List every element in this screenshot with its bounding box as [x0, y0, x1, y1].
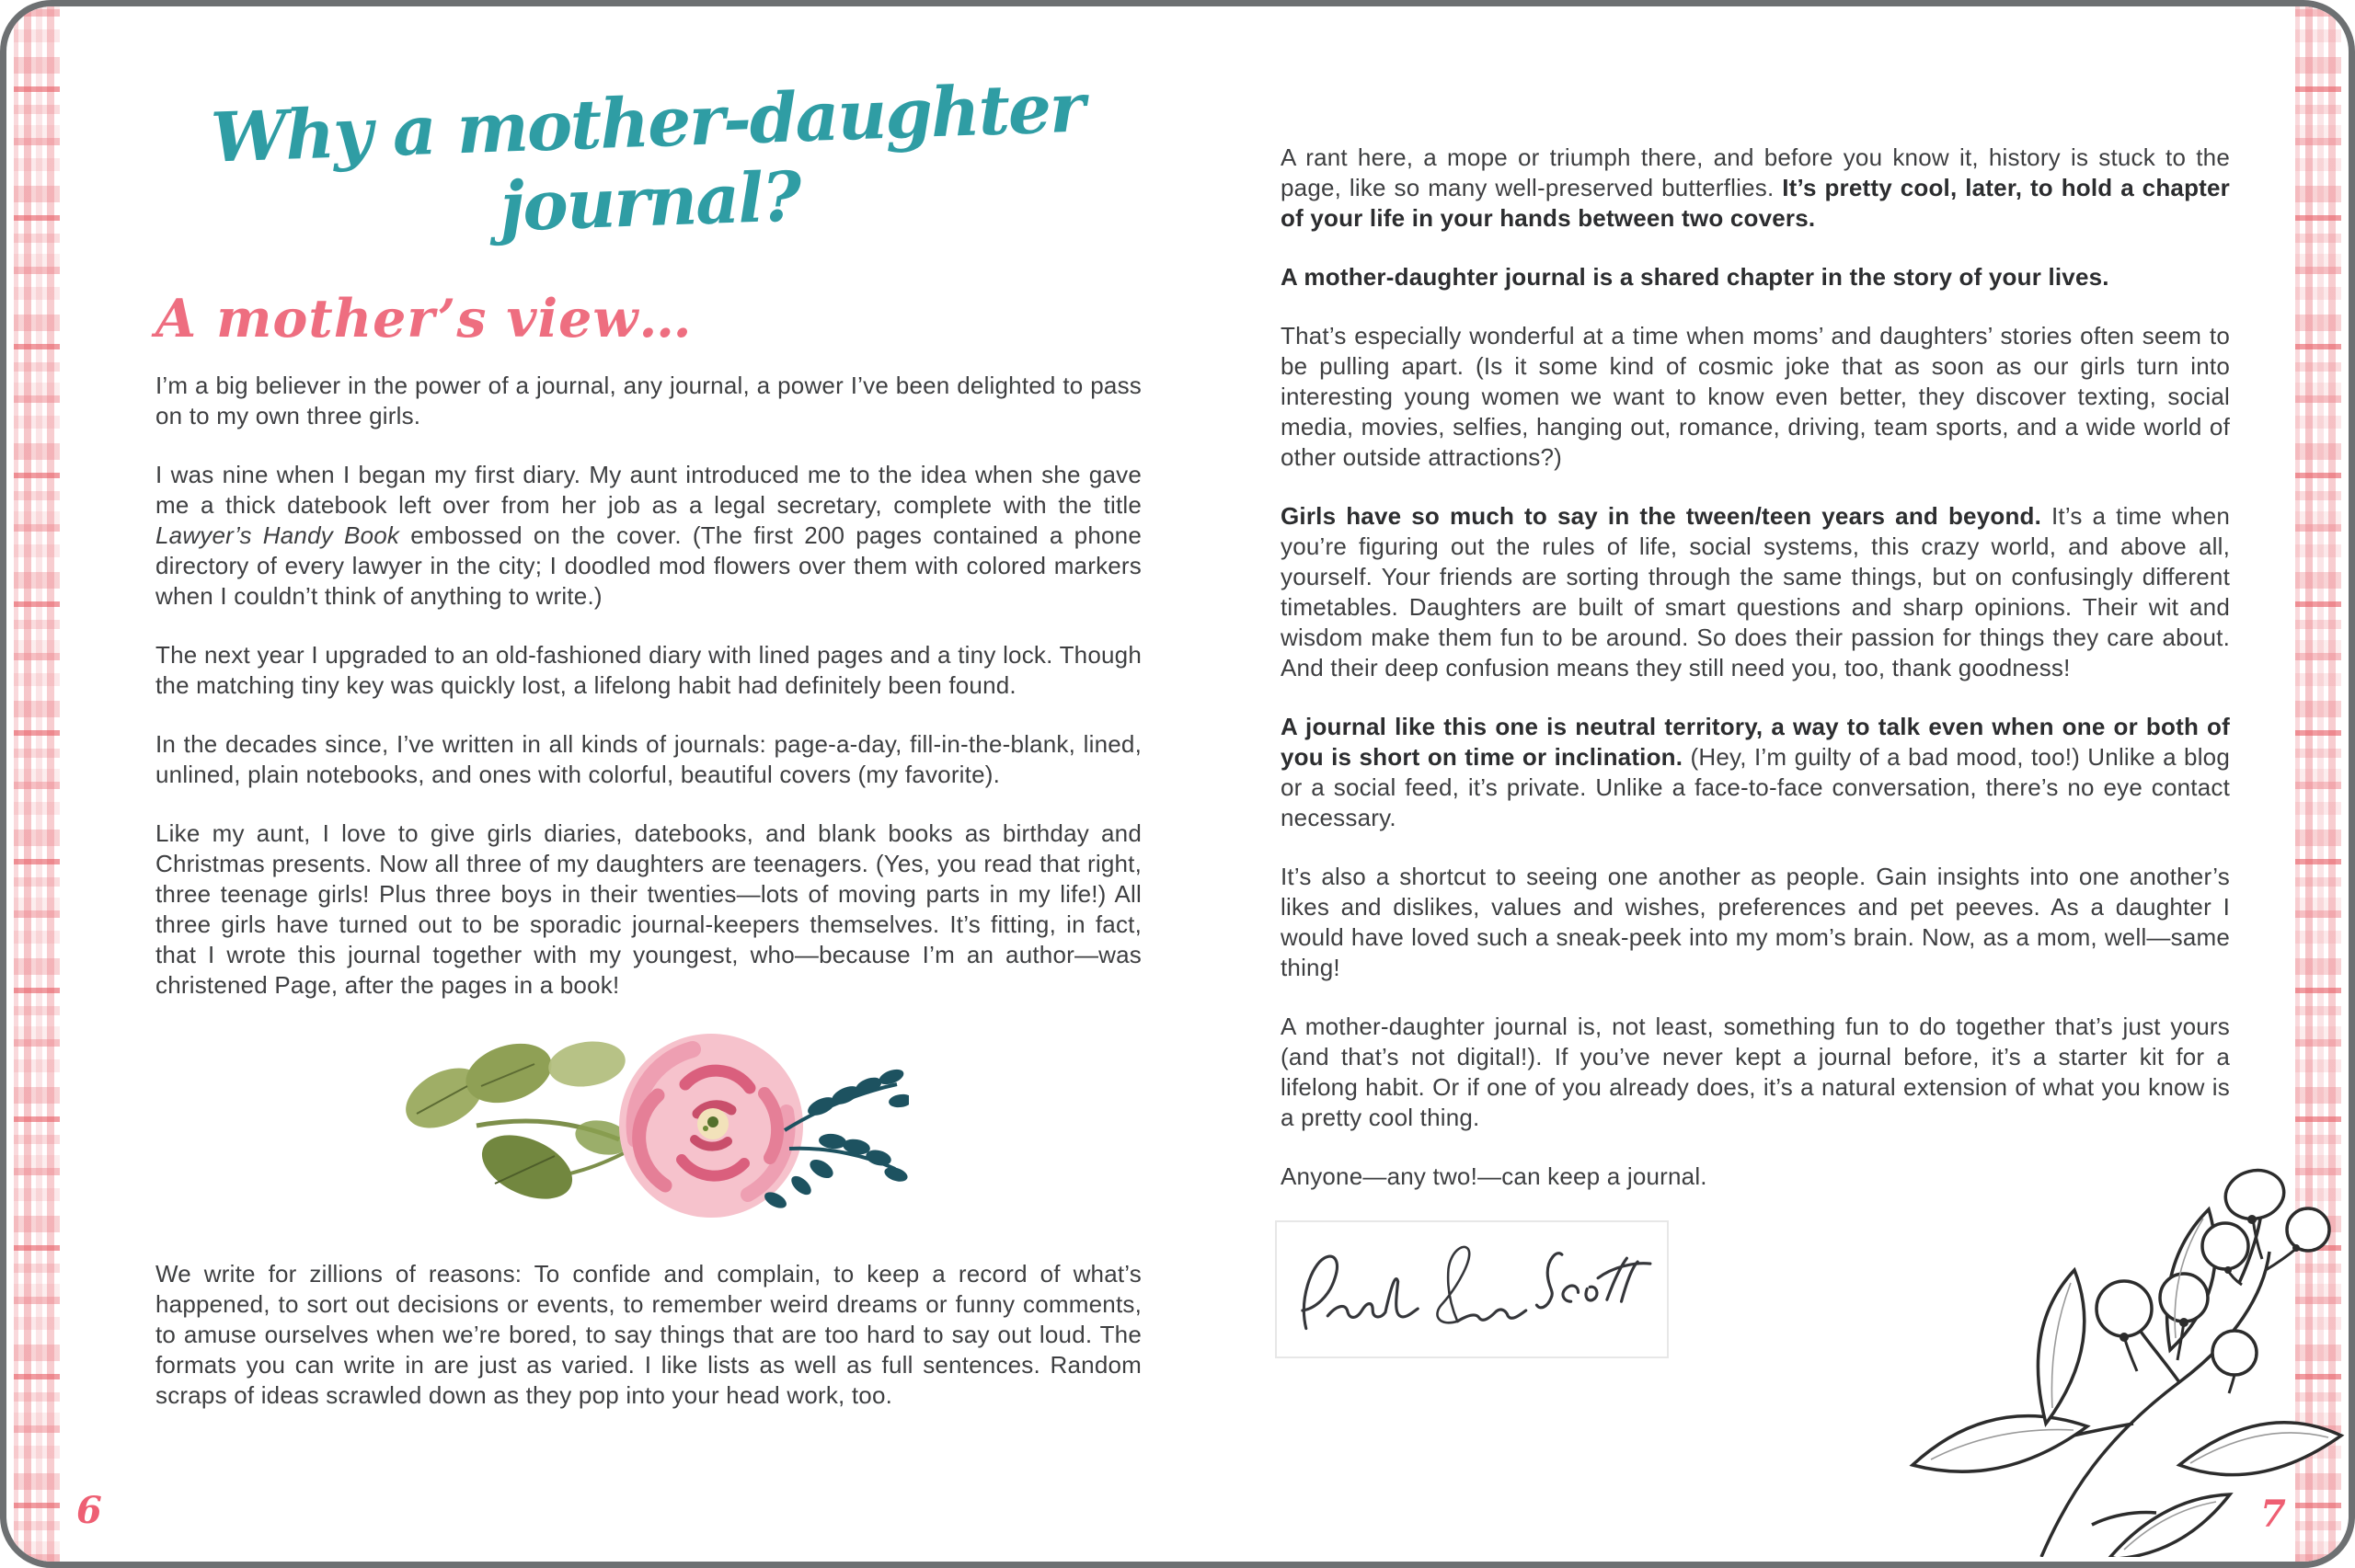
paragraph: A journal like this one is neutral territory, a way to talk even when one or both of you is short on time or inclination. (Hey, I’m guilty of a bad mood, too!) Unlike a blog or a social feed, it’s private. Unlike a face-to-face conversation, there’s no eye contact necessary. [1281, 713, 2230, 831]
paragraph: A mother-daughter journal is, not least, something fun to do together that’s just yours (and that’s not digital!). If you’ve never kept a journal before, it’s a starter kit for a lifelong habit. Or if one of you already does, it’s a natural extension of what you know is a pretty cool thing. [1281, 1013, 2230, 1131]
paragraph: A rant here, a mope or triumph there, and before you know it, history is stuck to the page, like so many well-preserved butterflies. It’s pretty cool, later, to hold a chapter of your life in your hands between two covers. [1281, 143, 2230, 232]
paragraph: Anyone—any two!—can keep a journal. [1281, 1162, 1707, 1190]
paragraph: We write for zillions of reasons: To confide and complain, to keep a record of what’s happened, to sort out decisions or events, to remember weird dreams or funny comments, to amuse ourselves when we’re bored, to say things that are too hard to say out loud. The formats you can write in are just as varied. I like lists as well as full sentences. Random scraps of ideas scrawled down as they pop into your head work, too. [155, 1260, 1142, 1409]
watercolor-rose-svg [389, 1029, 909, 1227]
paragraph: That’s especially wonderful at a time when moms’ and daughters’ stories often seem to be pulling apart. (Is it some kind of cosmic joke that as soon as our girls turn into interesting young women we want to know even better, they discover texting, social media, movies, selfies, hanging out, romance, driving, team sports, and a wide world of other outside attractions?) [1281, 322, 2230, 471]
signature-svg [1277, 1222, 1663, 1353]
watercolor-flower-illustration [155, 1029, 1142, 1231]
paragraph: In the decades since, I’ve written in all kinds of journals: page-a-day, fill-in-the-blank, lined, unlined, plain notebooks, and ones with colorful, beautiful covers (my favorite). [155, 730, 1142, 788]
paragraph: It’s also a shortcut to seeing one another as people. Gain insights into one another’s likes and dislikes, values and wishes, preferences and pet peeves. As a daughter I would have loved such a sneak-peek into my mom’s brain. Now, as a mom, well—same thing! [1281, 863, 2230, 981]
paragraph: I’m a big believer in the power of a journal, any journal, a power I’ve been delighted to pass on to my own three girls. [155, 372, 1142, 429]
page-number-left: 6 [76, 1489, 102, 1532]
page-number-right: 7 [2260, 1493, 2286, 1536]
paragraph: A mother-daughter journal is a shared chapter in the story of your lives. [1281, 263, 2109, 291]
paragraph: The next year I upgraded to an old-fashioned diary with lined pages and a tiny lock. Though the matching tiny key was quickly lost, a lifelong habit had definitely been found. [155, 641, 1142, 699]
left-page-body [155, 371, 1142, 1439]
paragraph: Girls have so much to say in the tween/teen years and beyond. It’s a time when you’re figuring out the rules of life, social systems, this crazy world, and above all, yourself. Your friends are sorting through the same things, but on confusingly different timetables. Daughters are built of smart questions and sharp opinions. Their wit and wisdom make them fun to be around. So does their passion for things they care about. And their deep confusion means they still need you, too, thank goodness! [1281, 502, 2230, 681]
paragraph: I was nine when I began my first diary. My aunt introduced me to the idea when she gave me a thick datebook left over from her job as a legal secretary, complete with the title Lawyer’s Handy Book embossed on the cover. (The first 200 pages contained a phone directory of every lawyer in the city; I doodled mod flowers over them with colored markers when I couldn’t think of anything to write.) [155, 461, 1142, 610]
section-heading-mothers-view: A mother’s view… [155, 288, 693, 349]
author-signature [1275, 1220, 1669, 1358]
paragraph: Like my aunt, I love to give girls diaries, datebooks, and blank books as birthday and Christmas presents. Now all three of my daughters are teenagers. (Yes, you read that right, three teenage girls! Plus three boys in their twenties—lots of moving parts in my life!) All three girls have turned out to be sporadic journal-keepers themselves. It’s fitting, in fact, that I wrote this journal together with my youngest, who—because I’m an author—was christened Page, after the pages in a book! [155, 819, 1142, 999]
chapter-title: Why a mother-daughter journal? [209, 68, 1086, 247]
plaid-border-left [14, 6, 60, 1562]
